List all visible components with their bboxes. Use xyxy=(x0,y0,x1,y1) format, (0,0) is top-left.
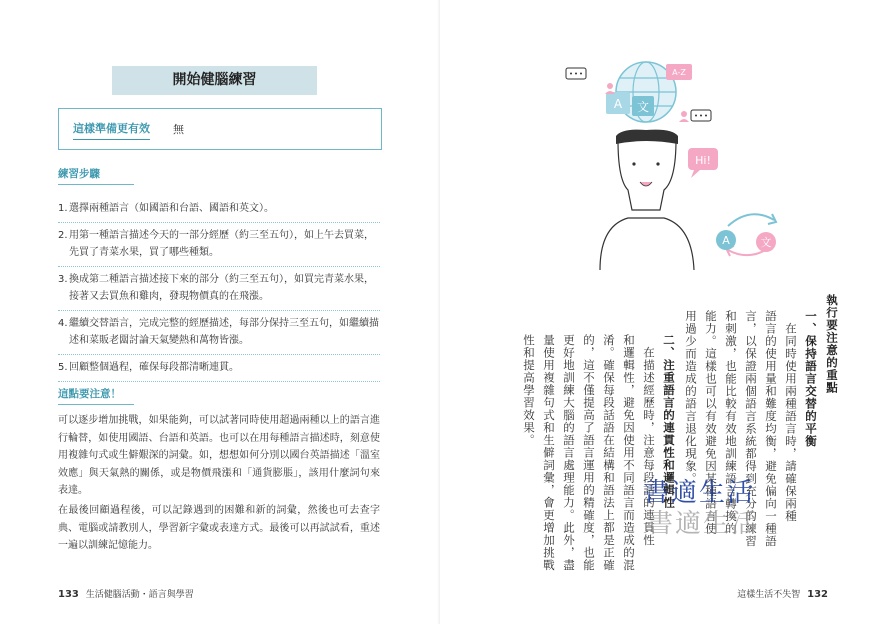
globe-wen-label: 文 xyxy=(636,100,650,114)
text-column: 在同時使用兩種語言時，請確保兩種 xyxy=(784,310,798,523)
step-number: 3. xyxy=(58,274,68,285)
person-body-outline xyxy=(600,218,694,270)
user-icon xyxy=(679,111,689,122)
text-column: 和刺激，也能比較有效地訓練語言轉換的 xyxy=(724,310,738,535)
step-number: 1. xyxy=(58,203,68,214)
vertical-text-block xyxy=(498,294,838,584)
caution-heading: 這點要注意！ xyxy=(58,386,134,405)
right-page xyxy=(440,0,880,624)
subheading-2: 二、注重語言的連貫性和邏輯性 xyxy=(662,334,676,509)
page-title: 開始健腦練習 xyxy=(112,66,317,95)
preparation-label: 這樣準備更有效 xyxy=(73,120,150,140)
circle-a-label: A xyxy=(722,234,730,247)
page-number: 133 xyxy=(58,589,79,600)
letter-a-circle-icon xyxy=(716,230,736,250)
list-item xyxy=(58,267,380,311)
letter-a-card-icon xyxy=(606,92,630,114)
chat-bubble-icon xyxy=(691,110,711,121)
list-item xyxy=(58,196,380,223)
globe-a-label: A xyxy=(613,97,623,111)
globe-az-label: A-Z xyxy=(672,68,686,77)
watermark-stamp-shadow: 書適生活 xyxy=(647,509,760,539)
step-number: 5. xyxy=(58,362,68,373)
caution-paragraph-2: 在最後回顧過程後，可以記錄遇到的困難和新的詞彙，然後也可去查字典、電腦或請教別人，學習新字彙或表達方式。最後可以再試試看，重述一遍以訓練記憶能力。 xyxy=(58,505,380,551)
steps-heading: 練習步驟 xyxy=(58,166,134,185)
list-item xyxy=(58,355,380,382)
section-title: 執行要注意的重點 xyxy=(825,294,839,394)
step-text: 選擇兩種語言（如國語和台語、國語和英文）。 xyxy=(69,203,274,214)
chat-bubble-icon xyxy=(566,68,586,79)
text-column: 和邏輯性，避免因使用不同語言而造成的混 xyxy=(622,334,636,572)
text-column: 在描述經歷時，注意每段話的連貫性 xyxy=(642,334,656,547)
running-footer: 這樣生活不失智 xyxy=(737,590,801,600)
text-column: 量使用複雜句式和生僻詞彙，會更增加挑戰 xyxy=(542,334,556,572)
step-text: 繼續交替語言，完成完整的經歷描述，每部分保持三至五句，如繼續描述和菜販老闆討論天氣變熱和萬物皆漲。 xyxy=(69,318,379,346)
circle-wen-label: 文 xyxy=(760,236,772,249)
hi-speech-bubble-icon xyxy=(688,148,718,178)
preparation-box xyxy=(58,108,382,150)
text-column: 淆。確保每段話語在結構和語法上都是正確 xyxy=(602,334,616,572)
step-text: 用第一種語言描述今天的一部分經歷（約三至五句），如上午去買菜，先買了青菜水果，買了哪些種類。 xyxy=(69,230,374,258)
text-column: 更好地訓練大腦的語言處理能力。此外，盡 xyxy=(562,334,576,572)
bilingual-person-illustration xyxy=(560,40,780,270)
running-footer: 生活健腦活動・語言與學習 xyxy=(85,590,194,600)
footer-left xyxy=(58,587,194,600)
text-column: 的，這不僅提高了語言運用的精確度，也能 xyxy=(582,334,596,572)
step-text: 換成第二種語言描述接下來的部分（約三至五句），如買完青菜水果，接著又去買魚和雞肉，發現物價真的在飛漲。 xyxy=(69,274,374,302)
text-column: 用過少而造成的語言退化現象。 xyxy=(684,310,698,485)
preparation-value: 無 xyxy=(173,123,184,136)
watermark-stamp: 書適生活 xyxy=(643,478,756,508)
person-head-icon xyxy=(616,130,678,210)
text-column: 言，以保證兩個語言系統都得到充分的練習 xyxy=(744,310,758,548)
step-number: 2. xyxy=(58,230,68,241)
page-number: 132 xyxy=(807,589,828,600)
steps-list xyxy=(58,196,380,382)
hi-bubble-text: Hi! xyxy=(695,154,711,167)
text-column: 性和提高學習效果。 xyxy=(522,334,536,447)
footer-right xyxy=(737,587,828,600)
list-item xyxy=(58,311,380,355)
letter-wen-circle-icon xyxy=(756,232,776,252)
az-card-icon xyxy=(666,64,692,80)
text-column: 語言的使用量和難度均衡，避免偏向一種語 xyxy=(764,310,778,548)
list-item xyxy=(58,223,380,267)
step-text: 回顧整個過程，確保每段都清晰連貫。 xyxy=(69,362,239,373)
text-column: 能力。這樣也可以有效避免因某種語言使 xyxy=(704,310,718,535)
step-number: 4. xyxy=(58,318,68,329)
letter-wen-card-icon xyxy=(632,96,654,116)
subheading-1: 一、保持語言交替的平衡 xyxy=(804,310,818,448)
caution-paragraph-1: 可以逐步增加挑戰，如果能夠，可以試著同時使用超過兩種以上的語言進行輪替，如使用國語、台語和英語。也可以在用每種語言描述時，刻意使用複雜句式或生僻艱深的詞彙。如，想想如何分別以國台英語描述「溫室效應」與天氣熱的關係，或是物價飛漲和「通貨膨脹」，該用什麼詞句來表達。 xyxy=(58,415,380,496)
